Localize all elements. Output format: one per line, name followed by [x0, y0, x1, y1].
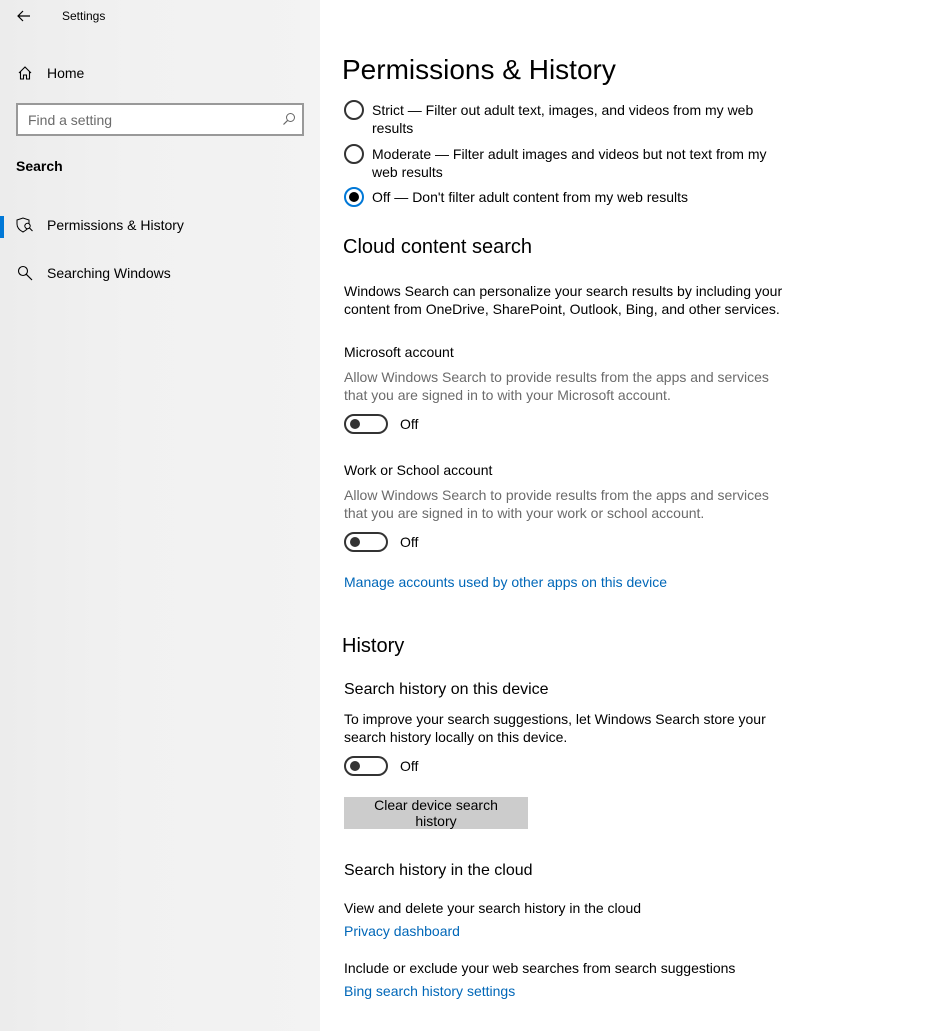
- cloud-heading: Cloud content search: [343, 236, 533, 258]
- include-searches-text: Include or exclude your web searches from search suggestions: [344, 960, 736, 976]
- toggle-state-label: Off: [400, 416, 419, 432]
- back-arrow-icon: [16, 8, 32, 24]
- work-account-toggle[interactable]: [344, 532, 418, 552]
- clear-device-history-button[interactable]: Clear device search history: [344, 797, 528, 829]
- device-history-description: To improve your search suggestions, let Windows Search store your search history locally on this device.: [344, 711, 766, 745]
- nav-home[interactable]: [0, 53, 320, 93]
- microsoft-account-title: Microsoft account: [344, 344, 454, 360]
- radio-moderate[interactable]: [344, 144, 784, 181]
- page-title: Permissions & History: [342, 54, 616, 85]
- toggle-state-label: Off: [400, 534, 419, 550]
- sidebar-item-permissions-history[interactable]: [0, 205, 320, 245]
- device-history-title: Search history on this device: [344, 681, 549, 698]
- work-account-title: Work or School account: [344, 462, 493, 478]
- work-account-description: Allow Windows Search to provide results from the apps and services that you are signed in to with your work or school account.: [344, 487, 769, 521]
- cloud-history-text: View and delete your search history in the cloud: [344, 900, 642, 916]
- toggle-switch[interactable]: [344, 414, 388, 434]
- bing-history-settings-link[interactable]: Bing search history settings: [344, 983, 516, 999]
- sidebar: [0, 0, 320, 1031]
- sidebar-item-label: Searching Windows: [47, 265, 171, 281]
- microsoft-account-description: Allow Windows Search to provide results from the apps and services that you are signed in to with your Microsoft account.: [344, 369, 769, 403]
- main-content: [320, 0, 950, 1031]
- title-bar: [0, 0, 320, 32]
- history-heading: History: [342, 635, 405, 657]
- toggle-state-label: Off: [400, 758, 419, 774]
- device-history-toggle[interactable]: [344, 756, 418, 776]
- shield-search-icon: [16, 216, 34, 234]
- sidebar-item-searching-windows[interactable]: [0, 253, 320, 293]
- sidebar-item-label: Permissions & History: [47, 217, 184, 233]
- search-icon: [16, 264, 34, 282]
- microsoft-account-toggle[interactable]: [344, 414, 418, 434]
- section-label: Search: [16, 158, 63, 174]
- app-title: Settings: [62, 9, 106, 23]
- radio-button[interactable]: [344, 100, 364, 120]
- radio-label: Off — Don't filter adult content from my web results: [372, 189, 688, 205]
- selected-indicator: [0, 216, 4, 238]
- radio-label: Moderate — Filter adult images and videos but not text from my web results: [372, 146, 767, 180]
- search-icon[interactable]: [282, 112, 296, 131]
- back-button[interactable]: [8, 0, 40, 32]
- find-setting-box[interactable]: [16, 103, 304, 136]
- radio-button-selected[interactable]: [344, 187, 364, 207]
- radio-label: Strict — Filter out adult text, images, and videos from my web results: [372, 102, 754, 136]
- toggle-switch[interactable]: [344, 532, 388, 552]
- nav-home-label: Home: [47, 65, 85, 81]
- radio-strict[interactable]: [344, 100, 784, 137]
- toggle-switch[interactable]: [344, 756, 388, 776]
- privacy-dashboard-link[interactable]: Privacy dashboard: [344, 923, 460, 939]
- manage-accounts-link[interactable]: Manage accounts used by other apps on this device: [344, 574, 667, 590]
- cloud-description: Windows Search can personalize your search results by including your content from OneDrive, SharePoint, Outlook, Bing, and other services.: [344, 283, 783, 317]
- home-icon: [16, 64, 34, 82]
- radio-off[interactable]: [344, 187, 784, 207]
- find-setting-input[interactable]: [18, 112, 268, 128]
- radio-button[interactable]: [344, 144, 364, 164]
- cloud-history-title: Search history in the cloud: [344, 862, 533, 879]
